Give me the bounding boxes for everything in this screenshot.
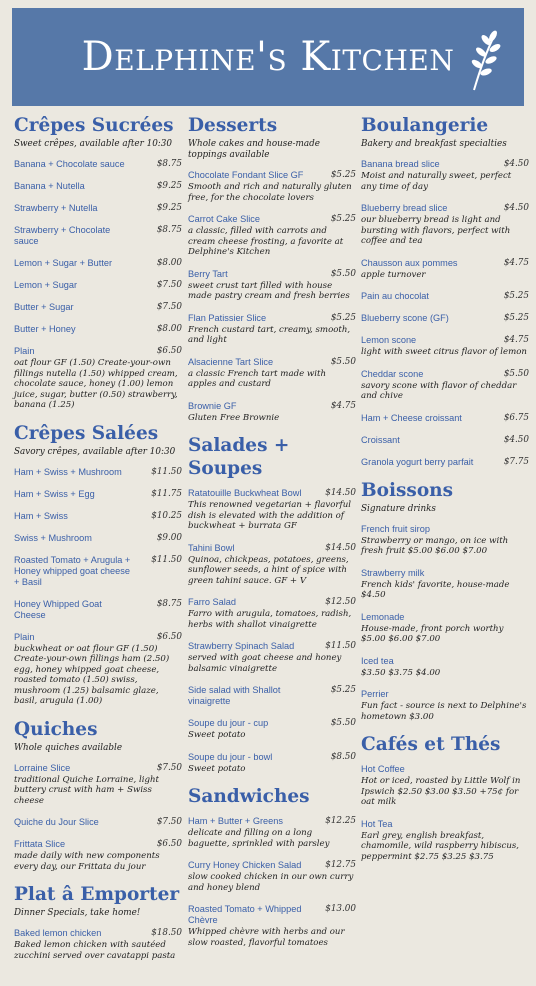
menu-item-row xyxy=(361,435,529,446)
item-name: Baked lemon chicken xyxy=(14,928,102,938)
item-name: Lorraine Slice xyxy=(14,762,71,773)
item-price: $6.50 xyxy=(156,839,182,849)
item-description: slow cooked chicken in our own curry and honey blend xyxy=(188,872,354,893)
menu-item-row xyxy=(14,599,182,621)
item-name: Honey Whipped Goat Cheese xyxy=(14,598,102,620)
item-name: Blueberry scone (GF) xyxy=(361,313,449,323)
item-name: Cheddar scone xyxy=(361,368,424,379)
item-name: Lemon + Sugar xyxy=(14,280,78,290)
section-heading: Sandwiches xyxy=(188,786,310,807)
item-name: Strawberry + Chocolate sauce xyxy=(14,225,111,246)
menu-item-row xyxy=(188,170,356,181)
menu-item xyxy=(188,904,356,948)
item-price: $5.50 xyxy=(330,268,356,279)
item-price: $9.25 xyxy=(156,181,182,191)
section-heading: Desserts xyxy=(188,115,278,136)
item-price: $12.25 xyxy=(325,816,356,826)
item-name: Flan Patissier Slice xyxy=(188,312,267,323)
menu-item xyxy=(361,369,529,402)
item-description: French custard tart, creamy, smooth, and light xyxy=(188,324,351,345)
item-name: Ham + Swiss + Egg xyxy=(14,488,95,499)
menu-item-row xyxy=(14,467,182,478)
menu-item-row xyxy=(14,533,182,544)
item-price: $7.50 xyxy=(156,302,182,312)
item-description: This renowned vegetarian + flavorful dish is elevated with the addition of buckwheat + burrata GF xyxy=(188,500,352,531)
menu-item-row xyxy=(14,225,182,247)
menu-item xyxy=(14,928,182,961)
item-price: $11.50 xyxy=(151,466,182,477)
item-price: $4.50 xyxy=(503,159,529,169)
item-name: Lemon + Sugar + Butter xyxy=(14,258,113,268)
item-price: $5.50 xyxy=(503,368,529,379)
item-description: House-made, front porch worthy $5.00 $6.00 $7.00 xyxy=(361,623,504,644)
item-price: $8.75 xyxy=(156,159,182,169)
menu-item xyxy=(361,413,529,424)
section-heading: Boissons xyxy=(361,479,454,501)
item-price: $18.50 xyxy=(151,928,182,938)
item-price: $8.00 xyxy=(156,258,182,268)
menu-section xyxy=(188,434,356,774)
menu-item xyxy=(14,258,182,269)
menu-item xyxy=(361,764,529,808)
item-price: $6.50 xyxy=(156,631,182,642)
menu-item-row xyxy=(14,839,182,850)
menu-item xyxy=(14,467,182,478)
item-price: $5.25 xyxy=(330,214,356,224)
item-name: Berry Tart xyxy=(188,268,228,279)
menu-item-row xyxy=(188,401,356,412)
menu-item xyxy=(361,568,529,601)
olive-branch-icon xyxy=(466,26,504,92)
item-price: $4.75 xyxy=(330,400,356,411)
menu-item-row xyxy=(14,763,182,774)
menu-item-row xyxy=(14,302,182,313)
item-name: French fruit sirop xyxy=(361,523,430,534)
section-subtitle: Dinner Specials, take home! xyxy=(14,908,141,918)
item-price: $5.25 xyxy=(330,170,356,180)
menu-item xyxy=(188,685,356,707)
item-description: Fun fact - source is next to Delphine's hometown $3.00 xyxy=(361,701,527,722)
menu-section xyxy=(14,883,182,961)
menu-item xyxy=(188,860,356,893)
section-heading: Salades + Soupes xyxy=(188,435,290,479)
section-subtitle: Sweet crêpes, available after 10:30 xyxy=(14,139,172,149)
menu-item-row xyxy=(14,324,182,335)
item-name: Banana bread slice xyxy=(361,159,440,169)
menu-item-row xyxy=(14,632,182,643)
menu-item xyxy=(361,457,529,468)
menu-item-row xyxy=(14,511,182,522)
menu-item-row xyxy=(188,860,356,871)
item-name: Iced tea xyxy=(361,655,394,666)
menu-item-row xyxy=(361,413,529,424)
menu-item-row xyxy=(188,597,356,608)
item-name: Blueberry bread slice xyxy=(361,203,448,213)
item-price: $6.75 xyxy=(503,412,529,423)
item-name: Side salad with Shallot vinaigrette xyxy=(188,685,281,706)
menu-item-row xyxy=(361,524,529,535)
item-name: Banana + Chocolate sauce xyxy=(14,159,125,169)
menu-item-row xyxy=(188,269,356,280)
menu-item xyxy=(361,335,529,358)
menu-item xyxy=(14,302,182,313)
item-name: Curry Honey Chicken Salad xyxy=(188,860,302,870)
menu-section xyxy=(188,114,356,423)
menu-item xyxy=(361,435,529,446)
item-description: Farro with arugula, tomatoes, radish, herbs with shallot vinaigrette xyxy=(188,609,352,630)
item-name: Chausson aux pommes xyxy=(361,257,458,268)
item-name: Banana + Nutella xyxy=(14,181,85,191)
menu-item xyxy=(14,324,182,335)
item-price: $10.25 xyxy=(151,510,182,521)
item-description: Gluten Free Brownie xyxy=(188,412,280,423)
item-name: Roasted Tomato + Arugula + Honey whipped goat cheese + Basil xyxy=(14,554,131,587)
item-description: buckwheat or oat flour GF (1.50) Create-your-own fillings ham (2.50) egg, honey whipped goat cheese, roasted tomato (1.50) swiss, mushroom (1.25) balsamic glaze, basil, arugula (1.00) xyxy=(14,643,170,706)
menu-item xyxy=(188,313,356,346)
menu-item xyxy=(361,524,529,557)
menu-item xyxy=(361,819,529,863)
item-name: Soupe du jour - bowl xyxy=(188,751,273,762)
menu-item xyxy=(14,159,182,170)
item-price: $13.00 xyxy=(325,904,356,914)
menu-item xyxy=(14,555,182,588)
item-name: Chocolate Fondant Slice GF xyxy=(188,170,304,180)
item-name: Croissant xyxy=(361,434,400,445)
menu-item xyxy=(14,599,182,621)
menu-item xyxy=(14,225,182,247)
section-heading: Boulangerie xyxy=(361,115,489,136)
item-name: Granola yogurt berry parfait xyxy=(361,456,474,467)
menu-section xyxy=(361,479,529,723)
menu-item xyxy=(188,718,356,741)
menu-item-row xyxy=(188,357,356,368)
item-name: Strawberry + Nutella xyxy=(14,203,98,213)
menu-item xyxy=(14,632,182,707)
section-heading: Quiches xyxy=(14,718,98,740)
menu-item-row xyxy=(361,335,529,346)
menu-item xyxy=(188,214,356,258)
item-price: $5.50 xyxy=(330,718,356,728)
item-price: $5.50 xyxy=(330,356,356,367)
item-price: $7.75 xyxy=(503,456,529,467)
section-subtitle: Whole quiches available xyxy=(14,742,123,753)
item-name: Frittata Slice xyxy=(14,839,66,849)
item-description: Sweet potato xyxy=(188,730,246,740)
section-subtitle: Savory crêpes, available after 10:30 xyxy=(14,446,176,457)
menu-item-row xyxy=(188,685,356,707)
menu-item-row xyxy=(361,291,529,302)
section-heading: Crêpes Sucrées xyxy=(14,115,174,136)
item-name: Roasted Tomato + Whipped Chèvre xyxy=(188,904,302,925)
menu-item-row xyxy=(14,346,182,357)
menu-item xyxy=(14,533,182,544)
item-description: traditional Quiche Lorraine, light buttery crust with ham + Swiss cheese xyxy=(14,774,159,806)
menu-item xyxy=(14,346,182,411)
item-description: delicate and filling on a long baguette, sprinkled with parsley xyxy=(188,828,330,849)
menu-item-row xyxy=(188,718,356,729)
section-heading: Crêpes Salées xyxy=(14,422,159,444)
item-name: Hot Tea xyxy=(361,818,393,829)
item-price: $11.50 xyxy=(151,554,182,565)
menu-item xyxy=(14,203,182,214)
menu-item-row xyxy=(188,752,356,763)
menu-item xyxy=(361,656,529,679)
menu-item xyxy=(361,313,529,324)
item-name: Perrier xyxy=(361,689,389,699)
item-price: $6.50 xyxy=(156,346,182,356)
item-price: $5.25 xyxy=(503,313,529,323)
item-name: Ham + Swiss xyxy=(14,510,68,521)
menu-section xyxy=(14,718,182,873)
menu-item-row xyxy=(14,489,182,500)
section-subtitle: Whole cakes and house-made toppings available xyxy=(188,139,320,160)
item-name: Butter + Honey xyxy=(14,324,76,334)
item-price: $12.50 xyxy=(325,597,356,607)
menu-item-row xyxy=(14,159,182,170)
item-description: oat flour GF (1.50) Create-your-own fillings nutella (1.50) whipped cream, chocolate sauce, honey (1.00) lemon juice, sugar, butter (0.50) strawberry, banana (1.25) xyxy=(14,358,178,410)
menu-item xyxy=(14,839,182,872)
menu-item-row xyxy=(14,181,182,192)
item-price: $5.25 xyxy=(503,291,529,301)
item-name: Farro Salad xyxy=(188,597,237,607)
menu-item-row xyxy=(361,656,529,667)
menu-item-row xyxy=(188,641,356,652)
menu-item xyxy=(188,357,356,390)
item-name: Alsacienne Tart Slice xyxy=(188,356,274,367)
item-description: apple turnover xyxy=(361,269,426,280)
item-price: $4.75 xyxy=(503,335,529,345)
menu-item xyxy=(14,763,182,807)
item-price: $7.50 xyxy=(156,280,182,290)
item-price: $4.50 xyxy=(503,203,529,213)
item-description: our blueberry bread is light and bursting with flavors, perfect with coffee and tea xyxy=(361,215,511,246)
menu-item xyxy=(188,269,356,302)
item-name: Carrot Cake Slice xyxy=(188,214,260,224)
menu-item-row xyxy=(361,258,529,269)
item-name: Brownie GF xyxy=(188,400,237,411)
item-description: sweet crust tart filled with house made pastry cream and fresh berries xyxy=(188,280,350,301)
menu-item-row xyxy=(188,214,356,225)
item-name: Ham + Swiss + Mushroom xyxy=(14,466,122,477)
menu-item-row xyxy=(188,904,356,926)
menu-item-row xyxy=(188,488,356,499)
menu-item-row xyxy=(361,203,529,214)
menu-item-row xyxy=(361,764,529,775)
item-description: Moist and naturally sweet, perfect any time of day xyxy=(361,171,512,192)
menu-item-row xyxy=(361,612,529,623)
menu-item xyxy=(14,817,182,828)
item-description: French kids' favorite, house-made $4.50 xyxy=(361,579,510,600)
item-description: a classic, filled with carrots and cream cheese frosting, a favorite at Delphine's Kitchen xyxy=(188,226,344,257)
item-price: $14.50 xyxy=(325,488,356,498)
menu-column-right xyxy=(361,112,529,873)
item-name: Tahini Bowl xyxy=(188,542,235,553)
menu-item xyxy=(14,280,182,291)
menu-item xyxy=(188,752,356,775)
menu-section xyxy=(188,785,356,948)
menu-item-row xyxy=(361,457,529,468)
item-price: $7.50 xyxy=(156,762,182,773)
menu-item xyxy=(361,291,529,302)
item-name: Swiss + Mushroom xyxy=(14,532,92,543)
menu-item xyxy=(188,641,356,674)
menu-item xyxy=(361,203,529,247)
item-description: Whipped chèvre with herbs and our slow roasted, flavorful tomatoes xyxy=(188,927,345,948)
item-description: $3.50 $3.75 $4.00 xyxy=(361,667,441,678)
item-name: Ratatouille Buckwheat Bowl xyxy=(188,488,302,498)
menu-section xyxy=(361,114,529,468)
menu-item xyxy=(361,612,529,645)
item-name: Butter + Sugar xyxy=(14,302,74,312)
item-description: Smooth and rich and naturally gluten free, for the chocolate lovers xyxy=(188,182,352,203)
item-price: $8.75 xyxy=(156,598,182,609)
item-name: Lemon scone xyxy=(361,335,417,345)
menu-item-row xyxy=(361,159,529,170)
menu-item xyxy=(188,816,356,849)
item-description: Sweet potato xyxy=(188,763,246,774)
item-description: savory scone with flavor of cheddar and chive xyxy=(361,380,517,401)
menu-item xyxy=(361,689,529,722)
item-price: $4.75 xyxy=(503,257,529,268)
menu-item-row xyxy=(361,568,529,579)
item-price: $12.75 xyxy=(325,860,356,870)
item-price: $9.25 xyxy=(156,203,182,213)
item-description: Baked lemon chicken with sautéed zucchini served over cavatappi pasta xyxy=(14,940,176,961)
item-name: Strawberry milk xyxy=(361,567,425,578)
item-name: Ham + Cheese croissant xyxy=(361,412,462,423)
item-name: Plain xyxy=(14,631,35,642)
menu-column-middle xyxy=(188,112,356,959)
header-banner xyxy=(12,8,524,106)
item-price: $8.75 xyxy=(156,225,182,235)
menu-item-row xyxy=(14,258,182,269)
item-price: $9.00 xyxy=(156,532,182,543)
item-price: $5.25 xyxy=(330,685,356,695)
menu-item-row xyxy=(14,928,182,939)
item-name: Hot Coffee xyxy=(361,764,405,774)
menu-column-left xyxy=(14,112,182,972)
menu-item xyxy=(14,489,182,500)
menu-item-row xyxy=(14,203,182,214)
menu-item-row xyxy=(188,543,356,554)
menu-item-row xyxy=(14,555,182,588)
item-name: Ham + Butter + Greens xyxy=(188,816,283,826)
menu-section xyxy=(361,733,529,862)
item-name: Soupe du jour - cup xyxy=(188,718,269,728)
menu-item xyxy=(188,170,356,203)
item-name: Plain xyxy=(14,346,35,356)
item-description: served with goat cheese and honey balsamic vinaigrette xyxy=(188,653,342,674)
item-price: $5.25 xyxy=(330,312,356,323)
item-price: $8.00 xyxy=(156,324,182,334)
menu-item xyxy=(14,181,182,192)
menu-section xyxy=(14,114,182,411)
item-price: $14.50 xyxy=(325,542,356,553)
menu-item-row xyxy=(14,817,182,828)
menu-item xyxy=(188,543,356,587)
item-description: made daily with new components every day, our Frittata du jour xyxy=(14,851,160,872)
item-description: Hot or iced, roasted by Little Wolf in Ipswich $2.50 $3.00 $3.50 +75¢ for oat milk xyxy=(361,776,521,807)
item-description: Earl grey, english breakfast, chamomile, wild raspberry hibiscus, peppermint $2.75 $3.25 $3.75 xyxy=(361,830,520,862)
item-name: Strawberry Spinach Salad xyxy=(188,641,295,651)
section-heading: Cafés et Thés xyxy=(361,734,501,755)
menu-item-row xyxy=(361,819,529,830)
item-description: a classic French tart made with apples and custard xyxy=(188,368,326,389)
menu-item-row xyxy=(188,816,356,827)
item-description: light with sweet citrus flavor of lemon xyxy=(361,347,527,357)
menu-item-row xyxy=(361,689,529,700)
item-price: $7.50 xyxy=(156,817,182,827)
item-name: Quiche du Jour Slice xyxy=(14,817,99,827)
item-price: $8.50 xyxy=(330,751,356,762)
item-name: Pain au chocolat xyxy=(361,291,429,301)
item-price: $4.50 xyxy=(503,434,529,445)
menu-item xyxy=(188,401,356,424)
menu-item-row xyxy=(188,313,356,324)
menu-item-row xyxy=(361,369,529,380)
menu-item xyxy=(188,597,356,630)
menu-item xyxy=(14,511,182,522)
menu-item xyxy=(361,258,529,281)
item-name: Lemonade xyxy=(361,611,405,622)
menu-item-row xyxy=(361,313,529,324)
restaurant-title: Delphine's Kitchen xyxy=(81,34,455,80)
item-description: Quinoa, chickpeas, potatoes, greens, sunflower seeds, a hint of spice with green tahini sauce. GF + V xyxy=(188,554,349,586)
section-subtitle: Bakery and breakfast specialties xyxy=(361,139,507,149)
item-description: Strawberry or mango, on ice with fresh fruit $5.00 $6.00 $7.00 xyxy=(361,535,509,556)
menu-item xyxy=(188,488,356,532)
menu-item-row xyxy=(14,280,182,291)
section-subtitle: Signature drinks xyxy=(361,503,436,514)
menu-item xyxy=(361,159,529,192)
menu-section xyxy=(14,422,182,707)
item-price: $11.75 xyxy=(151,488,182,499)
section-heading: Plat â Emporter xyxy=(14,884,180,905)
item-price: $11.50 xyxy=(325,641,356,651)
